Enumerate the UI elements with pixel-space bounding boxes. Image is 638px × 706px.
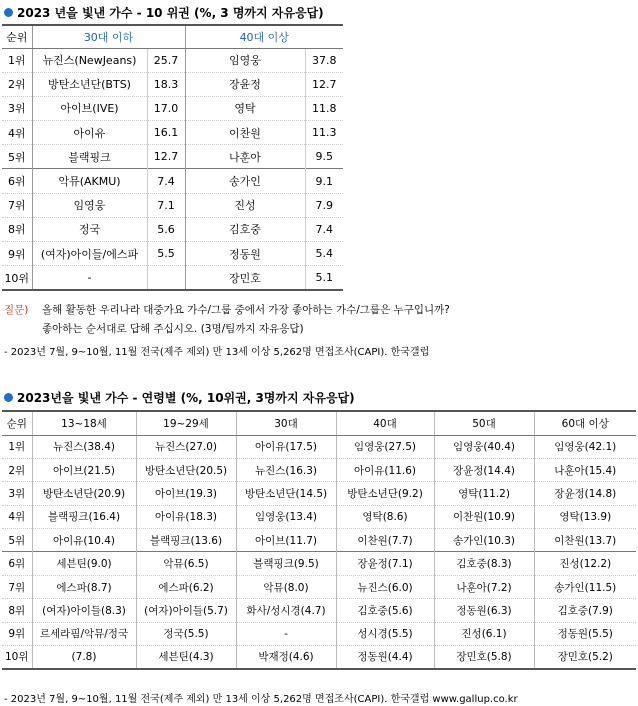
young-name-cell: 방탄소년단(BTS) [32, 72, 147, 96]
singer-cell: 임영웅(13.4) [236, 505, 336, 528]
young-name-cell: - [32, 266, 147, 290]
old-name-cell: 송가인 [185, 169, 305, 193]
question-label: 질문) [4, 304, 29, 316]
young-name-cell: 아이브(IVE) [32, 96, 147, 120]
rank-cell: 6위 [2, 169, 32, 193]
old-value-cell: 9.1 [305, 169, 343, 193]
top10-row [2, 193, 343, 217]
old-name-cell: 장윤정 [185, 72, 305, 96]
singer-cell: 나훈아(15.4) [534, 458, 636, 481]
singer-cell: 이찬원(10.9) [434, 505, 534, 528]
singer-cell: 뉴진스(6.0) [336, 575, 434, 598]
question-line-2: 좋아하는 순서대로 답해 주십시오. (3명/팀까지 자유응답) [42, 323, 304, 335]
old-name-cell: 나훈아 [185, 145, 305, 169]
old-value-cell: 5.1 [305, 266, 343, 290]
young-value-cell [147, 266, 185, 290]
singer-cell: 박재정(4.6) [236, 646, 336, 669]
old-value-cell: 7.4 [305, 217, 343, 241]
singer-cell: 장민호(5.8) [434, 646, 534, 669]
top10-row [2, 121, 343, 145]
young-name-cell: 뉴진스(NewJeans) [32, 48, 147, 72]
age-group-header: 30대 [236, 411, 336, 435]
singer-cell: 진성(6.1) [434, 622, 534, 645]
rank-cell: 3위 [2, 482, 32, 505]
age-header-row [2, 411, 636, 435]
singer-cell: 화사/성시경(4.7) [236, 599, 336, 622]
question-line-1: 올해 활동한 우리나라 대중가요 가수/그룹 중에서 가장 좋아하는 가수/그룹은 누구입니까? [42, 304, 450, 316]
singer-cell: 뉴진스(27.0) [136, 435, 236, 458]
singer-cell: 영탁(8.6) [336, 505, 434, 528]
singer-cell: 김호중(5.6) [336, 599, 434, 622]
rank-header: 순위 [2, 411, 32, 435]
singer-cell: 에스파(8.7) [32, 575, 136, 598]
rank-cell: 5위 [2, 529, 32, 552]
singer-cell: (여자)아이들(5.7) [136, 599, 236, 622]
rank-cell: 2위 [2, 458, 32, 481]
top10-row [2, 266, 343, 290]
rank-cell: 8위 [2, 599, 32, 622]
singer-cell: 블랙핑크(9.5) [236, 552, 336, 575]
rank-cell: 7위 [2, 575, 32, 598]
age-row [2, 505, 636, 528]
rank-cell: 1위 [8, 441, 26, 454]
singer-cell: 장민호(5.2) [534, 646, 636, 669]
singer-cell: 나훈아(7.2) [434, 575, 534, 598]
singer-cell: 임영웅(42.1) [534, 435, 636, 458]
singer-cell: 아이유(17.5) [236, 435, 336, 458]
age-row [2, 622, 636, 645]
singer-cell: 김호중(7.9) [534, 599, 636, 622]
old-value-cell: 11.8 [305, 96, 343, 120]
young-name-cell: 임영웅 [32, 193, 147, 217]
singer-cell: 진성(12.2) [534, 552, 636, 575]
section1-title: 2023 년을 빛낸 가수 - 10 위권 (%, 3 명까지 자유응답) [4, 4, 324, 21]
rank-cell: 10위 [2, 266, 32, 290]
singer-cell: - [236, 622, 336, 645]
young-name-cell: 악뮤(AKMU) [32, 169, 147, 193]
age-row [2, 575, 636, 598]
singer-cell: 아이유(10.4) [32, 529, 136, 552]
singer-cell: 영탁(13.9) [534, 505, 636, 528]
singer-cell: 임영웅(40.4) [434, 435, 534, 458]
singer-cell: 뉴진스(38.4) [32, 435, 136, 458]
old-name-cell: 김호중 [185, 217, 305, 241]
age-row [2, 552, 636, 575]
old-name-cell: 진성 [185, 193, 305, 217]
rank-cell: 10위 [2, 646, 32, 669]
rank-cell: 7위 [2, 193, 32, 217]
age-group-header: 13~18세 [32, 411, 136, 435]
section2-title: 2023년을 빛낸 가수 - 연령별 (%, 10위권, 3명까지 자유응답) [4, 389, 355, 406]
rank-cell: 8위 [2, 217, 32, 241]
singer-cell: 아이유(18.3) [136, 505, 236, 528]
rank-cell: 4위 [2, 505, 32, 528]
singer-cell: 세븐틴(4.3) [136, 646, 236, 669]
singer-cell: 송가인(10.3) [434, 529, 534, 552]
young-name-cell: 아이유 [32, 121, 147, 145]
young-value-cell: 16.1 [147, 121, 185, 145]
singer-cell: 아이브(21.5) [32, 458, 136, 481]
young-value-cell: 5.6 [147, 217, 185, 241]
singer-cell: 방탄소년단(14.5) [236, 482, 336, 505]
singer-cell: 뉴진스(16.3) [236, 458, 336, 481]
top10-row [2, 48, 343, 72]
age-group-header: 60대 이상 [534, 411, 636, 435]
age-row [2, 599, 636, 622]
singer-cell: (여자)아이들(8.3) [32, 599, 136, 622]
young-value-cell: 7.1 [147, 193, 185, 217]
age-row [2, 458, 636, 481]
young-header: 30대 이하 [32, 25, 185, 48]
singer-cell: 악뮤(8.0) [236, 575, 336, 598]
top10-row [2, 217, 343, 241]
top10-table [2, 24, 343, 291]
singer-cell: 방탄소년단(9.2) [336, 482, 434, 505]
singer-cell: 정동원(4.4) [336, 646, 434, 669]
age-row [2, 646, 636, 669]
old-header: 40대 이상 [185, 25, 343, 48]
singer-cell: 아이브(19.3) [136, 482, 236, 505]
singer-cell: 이찬원(13.7) [534, 529, 636, 552]
section2-source: - 2023년 7월, 9~10월, 11월 전국(제주 제외) 만 13세 이상 5,262명 면접조사(CAPI). 한국갤럽 www.gallup.co.kr [4, 694, 518, 705]
old-value-cell: 7.9 [305, 193, 343, 217]
rank-cell: 3위 [2, 96, 32, 120]
old-name-cell: 장민호 [185, 266, 305, 290]
young-value-cell: 17.0 [147, 96, 185, 120]
age-body [2, 435, 636, 669]
singer-cell: 세븐틴(9.0) [32, 552, 136, 575]
singer-cell: (7.8) [32, 646, 136, 669]
rank-cell: 6위 [2, 552, 32, 575]
old-name-cell: 임영웅 [185, 48, 305, 72]
bullet-icon [4, 8, 13, 17]
age-group-header: 50대 [434, 411, 534, 435]
singer-cell: 이찬원(7.7) [336, 529, 434, 552]
age-group-header: 19~29세 [136, 411, 236, 435]
age-group-header: 40대 [336, 411, 434, 435]
singer-cell: 장윤정(7.1) [336, 552, 434, 575]
top10-row [2, 242, 343, 266]
old-name-cell: 이찬원 [185, 121, 305, 145]
top10-row [2, 169, 343, 193]
singer-cell: 영탁(11.2) [434, 482, 534, 505]
rank-cell: 4위 [2, 121, 32, 145]
top10-row [2, 96, 343, 120]
singer-cell: 정국(5.5) [136, 622, 236, 645]
old-value-cell: 11.3 [305, 121, 343, 145]
singer-cell: 장윤정(14.4) [434, 458, 534, 481]
age-table [2, 410, 636, 670]
rank-cell: 9위 [2, 242, 32, 266]
young-name-cell: 블랙핑크 [32, 145, 147, 169]
singer-cell: 임영웅(27.5) [336, 435, 434, 458]
rank-cell: 9위 [2, 622, 32, 645]
old-value-cell: 37.8 [305, 48, 343, 72]
rank-cell: 1위 [7, 54, 26, 68]
age-row [2, 482, 636, 505]
singer-cell: 악뮤(6.5) [136, 552, 236, 575]
singer-cell: 블랙핑크(13.6) [136, 529, 236, 552]
age-row [2, 529, 636, 552]
singer-cell: 송가인(11.5) [534, 575, 636, 598]
old-name-cell: 영탁 [185, 96, 305, 120]
bullet-icon [4, 393, 13, 402]
young-value-cell: 18.3 [147, 72, 185, 96]
young-value-cell: 25.7 [147, 48, 185, 72]
old-name-cell: 정동원 [185, 242, 305, 266]
singer-cell: 정동원(6.3) [434, 599, 534, 622]
young-value-cell: 12.7 [147, 145, 185, 169]
old-value-cell: 9.5 [305, 145, 343, 169]
top10-body [2, 48, 343, 290]
young-name-cell: 정국 [32, 217, 147, 241]
singer-cell: 방탄소년단(20.5) [136, 458, 236, 481]
young-name-cell: (여자)아이들/에스파 [32, 242, 147, 266]
rank-cell: 5위 [2, 145, 32, 169]
top10-header-row [2, 25, 343, 48]
old-value-cell: 12.7 [305, 72, 343, 96]
singer-cell: 장윤정(14.8) [534, 482, 636, 505]
section1-source: - 2023년 7월, 9~10월, 11월 전국(제주 제외) 만 13세 이상 5,262명 면접조사(CAPI). 한국갤럽 [4, 347, 430, 358]
singer-cell: 에스파(6.2) [136, 575, 236, 598]
young-value-cell: 7.4 [147, 169, 185, 193]
singer-cell: 정동원(5.5) [534, 622, 636, 645]
rank-cell: 2위 [2, 72, 32, 96]
rank-header: 순위 [2, 25, 32, 48]
young-value-cell: 5.5 [147, 242, 185, 266]
singer-cell: 방탄소년단(20.9) [32, 482, 136, 505]
singer-cell: 성시경(5.5) [336, 622, 434, 645]
top10-row [2, 145, 343, 169]
singer-cell: 르세라핌/악뮤/정국 [32, 622, 136, 645]
singer-cell: 김호중(8.3) [434, 552, 534, 575]
old-value-cell: 5.4 [305, 242, 343, 266]
singer-cell: 블랙핑크(16.4) [32, 505, 136, 528]
singer-cell: 아이브(11.7) [236, 529, 336, 552]
age-row [2, 435, 636, 458]
singer-cell: 아이유(11.6) [336, 458, 434, 481]
top10-row [2, 72, 343, 96]
